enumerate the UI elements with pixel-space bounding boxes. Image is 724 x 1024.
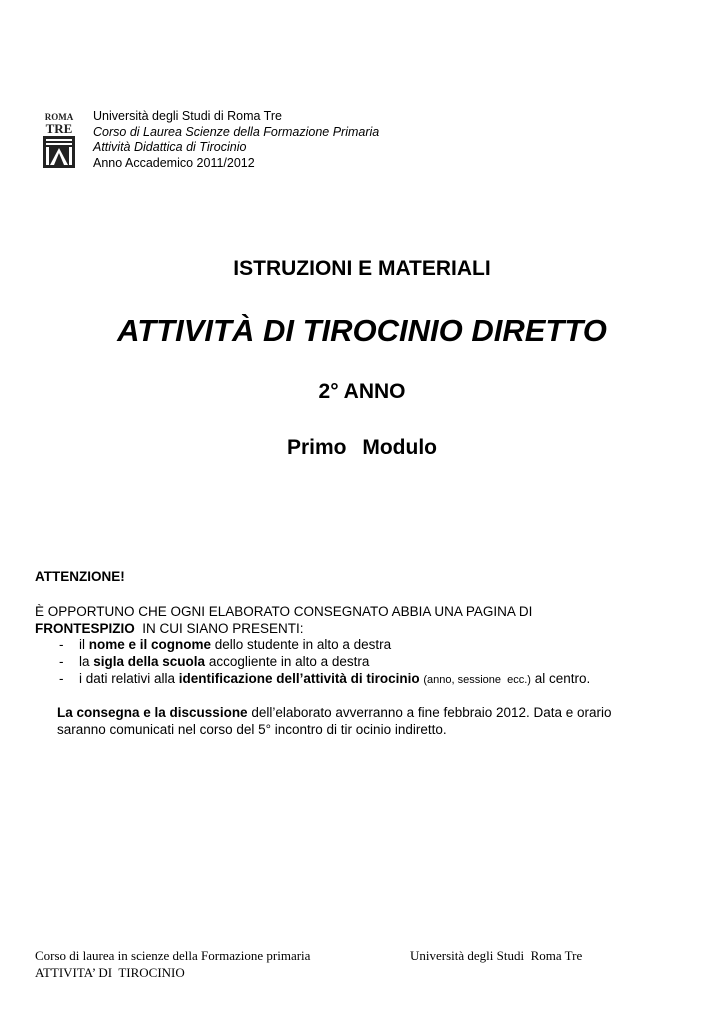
footer-left: [35, 947, 310, 981]
main-title: ISTRUZIONI E MATERIALI: [233, 257, 491, 280]
delivery-rest: dell’elaborato avverranno a fine febbraio 2012. Data e orario: [247, 705, 612, 720]
intro-line2: [35, 620, 695, 637]
footer-right: [410, 947, 582, 964]
roma-tre-logo-icon: [40, 111, 78, 169]
subtitle: ATTIVITÀ DI TIROCINIO DIRETTO: [117, 313, 607, 348]
intro-line1: È OPPORTUNO CHE OGNI ELABORATO CONSEGNATO ABBIA UNA PAGINA DI: [35, 604, 533, 619]
logo-text-roma: ROMA: [44, 112, 74, 122]
bullet-bold: nome e il cognome: [88, 637, 212, 652]
bullet-small-note: (anno, sessione ecc.): [423, 674, 531, 686]
bullet-dash: -: [59, 671, 64, 686]
bullet-post: dello studente in alto a destra: [211, 637, 392, 652]
header-block: [93, 109, 379, 171]
bullet-post: accogliente in alto a destra: [205, 654, 370, 669]
bullet-dash: -: [59, 654, 64, 669]
logo-text-tre: TRE: [45, 121, 73, 136]
university-logo: [40, 111, 78, 169]
bullet-pre: il: [79, 637, 89, 652]
intro-rest: IN CUI SIANO PRESENTI:: [134, 621, 304, 636]
footer-university: Università degli Studi Roma Tre: [410, 948, 583, 963]
bullet-dash: -: [59, 637, 64, 652]
university-name: Università degli Studi di Roma Tre: [93, 109, 282, 123]
activity-name: Attività Didattica di Tirocinio: [93, 140, 247, 154]
course-name: Corso di Laurea Scienze della Formazione Primaria: [93, 124, 380, 139]
bullet-tail: al centro.: [530, 671, 591, 686]
attention-heading: ATTENZIONE!: [35, 569, 125, 584]
intro-paragraph: [35, 603, 695, 637]
year-title: 2° ANNO: [318, 380, 406, 403]
bullet-bold: identificazione dell’attività di tirocinio: [178, 671, 420, 686]
delivery-line2: saranno comunicati nel corso del 5° incontro di tir ocinio indiretto.: [57, 722, 447, 737]
bullet-pre: i dati relativi alla: [79, 671, 179, 686]
delivery-line1: [57, 704, 697, 721]
requirements-list: [59, 636, 590, 689]
list-item: [59, 636, 590, 653]
delivery-bold: La consegna e la discussione: [57, 705, 248, 720]
academic-year: Anno Accademico 2011/2012: [93, 155, 255, 170]
bullet-pre: la: [79, 654, 94, 669]
list-item: [59, 670, 590, 689]
list-item: [59, 653, 590, 670]
intro-bold: FRONTESPIZIO: [35, 621, 135, 636]
footer-activity: ATTIVITA’ DI TIROCINIO: [35, 965, 185, 980]
delivery-paragraph: [57, 704, 697, 738]
module-title: Primo Modulo: [287, 436, 437, 459]
footer-course: Corso di laurea in scienze della Formazione primaria: [35, 948, 311, 963]
bullet-bold: sigla della scuola: [93, 654, 206, 669]
